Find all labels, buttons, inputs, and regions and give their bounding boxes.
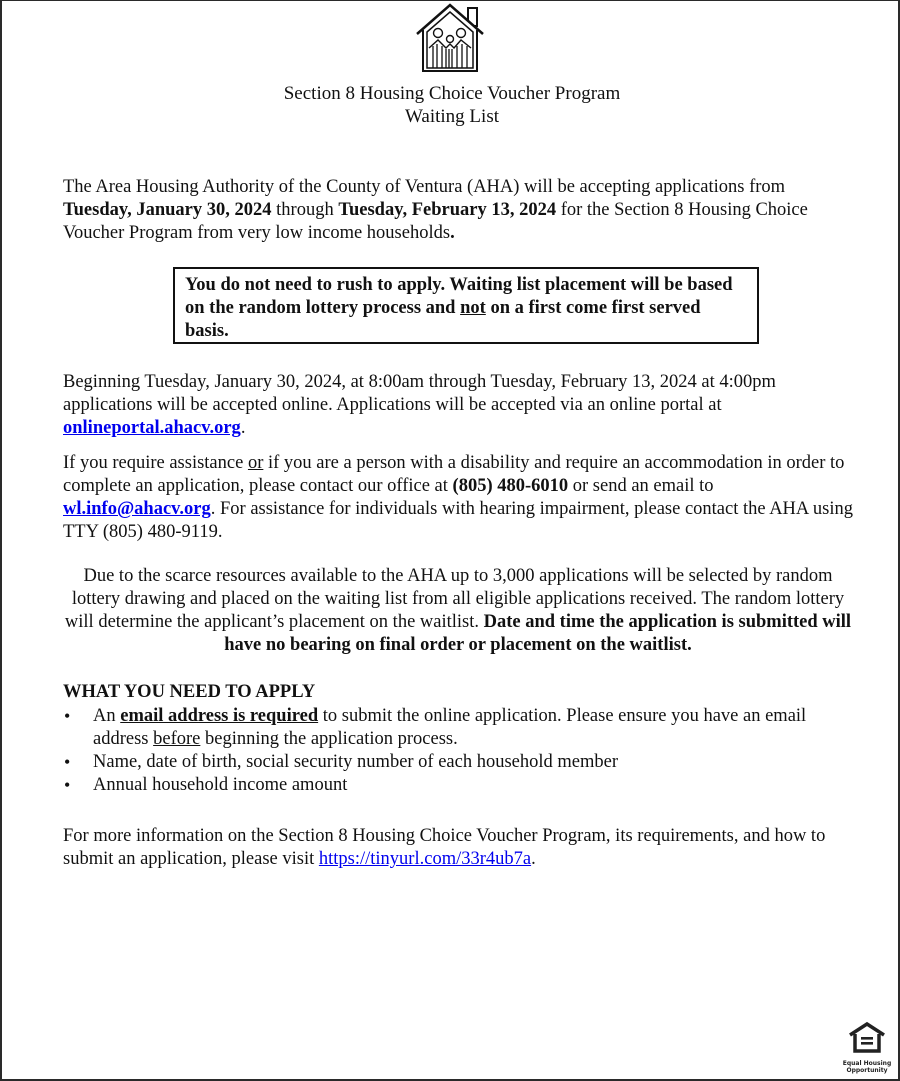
office-phone: (805) 480-6010 xyxy=(452,476,569,496)
title-line-2: Waiting List xyxy=(405,106,499,127)
requirements-heading: WHAT YOU NEED TO APPLY xyxy=(63,682,316,702)
list-item: • Annual household income amount xyxy=(63,774,853,797)
item-emphasis: email address is required xyxy=(120,706,319,726)
assistance-text: if you are a person with a disability and require an accommodation in order to complete an application, please contact our office at xyxy=(63,453,845,496)
item-text: to submit the online application. Please ensure you have an email address xyxy=(93,706,807,749)
portal-link[interactable]: onlineportal.ahacv.org xyxy=(63,418,241,438)
item-emphasis: before xyxy=(153,729,201,749)
more-info-text: For more information on the Section 8 Housing Choice Voucher Program, its requirements, and how to submit an application, please visit xyxy=(63,826,826,869)
assistance-text: or send an email to xyxy=(568,476,714,496)
more-info-text: . xyxy=(531,849,536,869)
item-text: An xyxy=(93,706,121,726)
notice-text: You do not need to rush to apply. Waiting list placement will be based on the random lottery process and xyxy=(185,275,733,318)
more-info-paragraph xyxy=(63,825,853,871)
list-item xyxy=(63,705,853,751)
page-title xyxy=(2,82,900,128)
intro-text: The Area Housing Authority of the County of Ventura (AHA) will be accepting applications from xyxy=(63,177,786,197)
intro-paragraph xyxy=(63,176,853,245)
intro-period: . xyxy=(450,223,455,243)
online-text: Beginning Tuesday, January 30, 2024, at 8:00am through Tuesday, February 13, 2024 at 4:00pm applications will be accepted online. Applications will be accepted via an online portal at xyxy=(63,372,776,415)
list-item: • Name, date of birth, social security number of each household member xyxy=(63,751,853,774)
house-family-icon xyxy=(413,2,487,74)
eho-label-1: Equal Housing xyxy=(842,1060,892,1067)
lottery-text: Due to the scarce resources available to the AHA up to 3,000 applications will be selected by random lottery drawing and placed on the waiting list from all eligible applications received. The random lottery will determine the applicant’s placement on the waitlist. xyxy=(64,566,845,632)
equal-housing-icon xyxy=(847,1021,887,1053)
notice-emphasis: not xyxy=(460,298,486,318)
title-line-1: Section 8 Housing Choice Voucher Program xyxy=(283,83,621,104)
assistance-emphasis: or xyxy=(247,453,264,473)
assistance-text: . For assistance for individuals with hearing impairment, please contact the AHA using TTY (805) 480-9119. xyxy=(63,499,853,542)
start-date: Tuesday, January 30, 2024 xyxy=(63,200,272,220)
email-link[interactable]: wl.info@ahacv.org xyxy=(63,499,211,519)
equal-housing-logo xyxy=(839,1021,895,1077)
tinyurl-link[interactable]: https://tinyurl.com/33r4ub7a xyxy=(318,849,532,869)
end-date: Tuesday, February 13, 2024 xyxy=(338,200,557,220)
eho-label-2: Opportunity xyxy=(846,1067,888,1074)
online-paragraph xyxy=(63,371,853,440)
item-text: beginning the application process. xyxy=(200,729,458,749)
intro-text: through xyxy=(271,200,339,220)
notice-box xyxy=(173,267,759,344)
lottery-paragraph xyxy=(58,565,858,657)
lottery-emphasis: Date and time the application is submitted will have no bearing on final order or placement on the waitlist. xyxy=(224,612,852,655)
assistance-paragraph xyxy=(63,452,853,544)
online-text: . xyxy=(240,418,246,438)
notice-text: on a first come first served basis. xyxy=(185,298,701,341)
assistance-text: If you require assistance xyxy=(63,453,248,473)
requirements-list xyxy=(63,705,853,797)
intro-text: for the Section 8 Housing Choice Voucher Program from very low income households xyxy=(63,200,808,243)
